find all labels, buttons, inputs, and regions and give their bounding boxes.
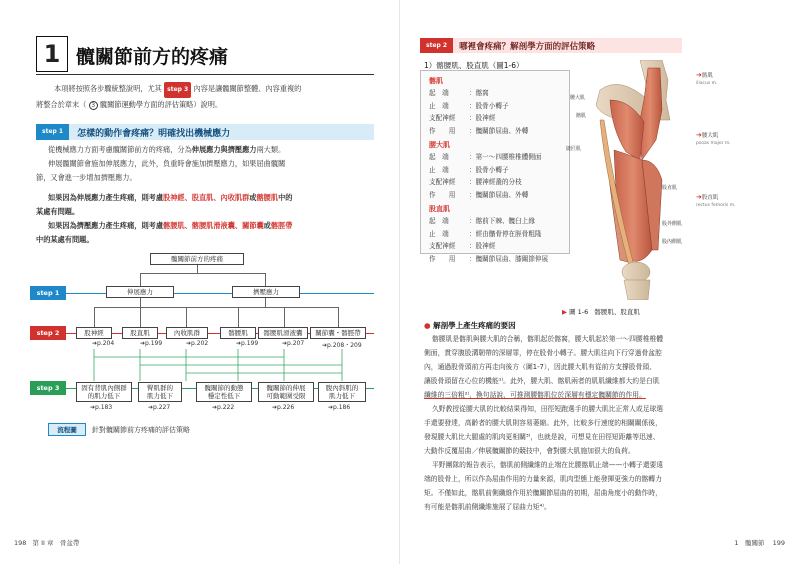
section-title: 1）髂腰肌、股直肌（圖1-6） bbox=[424, 61, 524, 70]
intro-ref-number: 3 bbox=[89, 101, 98, 110]
fig-label-rectus-femoris: 股直肌 bbox=[662, 185, 678, 191]
muscle-value: ：髖關節屈曲、外轉 bbox=[469, 190, 529, 199]
body-line: 端的股骨上，所以作為屈曲作用的力量來源，肌肉型態上能發揮更強力的髂轉力 bbox=[424, 475, 662, 483]
muscle-key: 支配神經 bbox=[429, 114, 456, 122]
step1-body-l6c: 或 bbox=[263, 221, 271, 230]
body-line: 發現腰大肌比大腿處的肌肉更相關³⁾，也就是說，可想見在田徑短距離等迅速、 bbox=[424, 433, 660, 441]
fc-factor-ref: ➔p.226 bbox=[272, 404, 295, 411]
body-line: 讓股骨頭留在心位的機能¹⁾。此外，腰大肌、髂肌兩者的肌肌纖維都大約是白肌 bbox=[424, 377, 660, 385]
fc-cause-capsule-itb: 關節囊・髂脛帶 bbox=[310, 327, 366, 339]
fc-line bbox=[197, 265, 198, 273]
intro-text-2b: 髖關節運動學方面的評估策略）說明。 bbox=[99, 100, 223, 109]
step2-title: 哪裡會疼痛？解剖學方面的評估策略 bbox=[459, 41, 596, 52]
flow-label: 流程圖 bbox=[48, 423, 86, 436]
step1-body-l1a: 從機械應力方面考慮髖關節前方的疼痛，分為 bbox=[48, 145, 192, 154]
step2-header bbox=[420, 38, 682, 53]
muscle-name: 股直肌 bbox=[429, 205, 450, 213]
side-note-rectus bbox=[696, 194, 736, 209]
fc-line bbox=[338, 307, 339, 327]
body-text bbox=[424, 332, 688, 514]
step1-body-l4c: 或 bbox=[249, 193, 257, 202]
muscle-value: ：股神經 bbox=[469, 114, 496, 122]
fig-label-vastus-medialis: 股內側肌 bbox=[662, 239, 683, 245]
right-folio bbox=[734, 538, 785, 547]
step1-body-l1b: 伸展應力與擠壓應力 bbox=[191, 145, 257, 154]
step2-tag: step 2 bbox=[420, 38, 453, 53]
side-note-en: iliacus m. bbox=[696, 81, 718, 86]
side-note-psoas bbox=[696, 132, 731, 147]
left-running-head: 第 II 章 骨盆帶 bbox=[32, 539, 80, 547]
body-line: 矩。不僅如此，髂肌前側纖維作用於髖關節屈曲的初期，屈曲角度小的動作時， bbox=[424, 489, 662, 497]
left-page-number: 198 bbox=[14, 539, 27, 547]
fc-line bbox=[140, 298, 141, 307]
fc-factor-ref: ➔p.227 bbox=[148, 404, 171, 411]
fc-step3-tag: step 3 bbox=[30, 381, 66, 395]
caption-marker-icon: ▶ bbox=[562, 308, 567, 316]
step1-body-l1c: 兩大類。 bbox=[256, 145, 286, 154]
side-note-en: psoas major m. bbox=[696, 141, 731, 146]
fig-label-psoas: 腰大肌 bbox=[570, 95, 586, 101]
muscle-key: 起 端 bbox=[429, 217, 449, 225]
left-page bbox=[0, 0, 399, 564]
fc-cause-ref: ➔p.207 bbox=[282, 340, 305, 347]
muscle-value: ：髖關節屈曲、外轉 bbox=[469, 126, 529, 135]
fc-cause-ref: ➔p.202 bbox=[186, 340, 209, 347]
fc-line bbox=[140, 307, 141, 327]
fc-cause-iliopsoas-bursa: 髂腰肌滑液囊 bbox=[258, 327, 308, 339]
fc-cause-ref: ➔p.199 bbox=[140, 340, 163, 347]
fc-stress-extension: 伸展應力 bbox=[106, 286, 174, 298]
bullet-title-text: 解剖學上產生疼痛的要因 bbox=[433, 321, 516, 330]
step1-body-l6b: 髂腰肌、髂腰肌滑液囊、關節囊 bbox=[163, 221, 264, 230]
fc-cause-iliopsoas: 髂腰肌 bbox=[220, 327, 256, 339]
muscle-iliacus bbox=[429, 76, 561, 137]
fc-cause-femoral-nerve: 股神經 bbox=[76, 327, 112, 339]
fc-factor-dynamic-stability: 髖關節的動態 穩定性低下 bbox=[196, 382, 252, 402]
side-note-iliacus bbox=[696, 72, 717, 87]
muscle-value: ：第一～四腰椎椎體側面 bbox=[469, 153, 542, 161]
right-running-head: 1 髖關節 bbox=[734, 539, 765, 547]
chapter-rule bbox=[36, 74, 374, 75]
fc-line bbox=[284, 307, 285, 327]
fc-cause-ref: ➔p.208・209 bbox=[322, 342, 362, 349]
muscle-value: ：髂窩 bbox=[469, 89, 489, 97]
muscle-rectus-femoris bbox=[429, 204, 561, 265]
body-line: 內，通過股骨頭前方再走向後方（圖1-7），因此腰大肌有從前方支撐股骨頭、 bbox=[424, 363, 656, 371]
muscle-key: 起 端 bbox=[429, 153, 449, 161]
step1-body-l4d: 髂腰肌 bbox=[256, 193, 279, 202]
body-line: 大動作反覆屈曲／伸展髖關節的競技中，會對腰大肌施加很大的負荷。 bbox=[424, 447, 635, 455]
step1-body-l3: 節，又會進一步增加擠壓應力。 bbox=[36, 173, 137, 182]
muscle-value: ：股骨小轉子 bbox=[469, 101, 509, 110]
figure-caption-number: 圖 1-6 bbox=[569, 308, 589, 316]
muscle-value: ：髖關節屈曲、膝關節伸展 bbox=[469, 254, 549, 263]
step1-title: 怎樣的動作會疼痛？明確找出機械應力 bbox=[77, 128, 231, 139]
step1-body bbox=[36, 143, 374, 247]
step1-body-l5: 某處有問題。 bbox=[36, 207, 80, 216]
fc-factor-gluteal: 臀肌群的 肌力低下 bbox=[138, 382, 182, 402]
right-page-number: 199 bbox=[772, 539, 785, 547]
fig-label-sartorius: 縫匠肌 bbox=[566, 146, 582, 152]
muscle-key: 作 用 bbox=[429, 190, 456, 199]
bullet-dot-icon: ● bbox=[424, 321, 431, 330]
intro-paragraph bbox=[36, 82, 374, 112]
step1-body-l4e: 中的 bbox=[278, 193, 293, 202]
side-note-jp: 腰大肌 bbox=[701, 133, 719, 139]
left-folio bbox=[14, 538, 79, 547]
step1-body-l7: 中的某處有問題。 bbox=[36, 235, 94, 244]
figure-caption bbox=[562, 307, 640, 316]
step1-body-l4b: 股神經、股直肌、內收肌群 bbox=[163, 193, 250, 202]
fc-line bbox=[140, 273, 266, 274]
step1-body-l6a: 如果因為擠壓應力產生疼痛，則考慮 bbox=[48, 221, 164, 230]
fig-label-iliacus: 髂肌 bbox=[576, 113, 587, 119]
fc-line bbox=[238, 307, 239, 327]
right-page bbox=[400, 0, 799, 564]
fc-line bbox=[94, 307, 95, 327]
intro-text-1a: 本項將按照各步驟統整說明，尤其 bbox=[54, 84, 162, 93]
body-line: 久野教授從腰大肌的比較結果得知，田徑短跑選手的腰大肌比正常人或足球選 bbox=[432, 405, 664, 413]
flow-caption: 針對髖關節前方疼痛的評估策略 bbox=[92, 426, 190, 434]
muscle-name: 髂肌 bbox=[429, 77, 443, 85]
chapter-title: 髖關節前方的疼痛 bbox=[76, 46, 229, 68]
body-line: 側面，貫穿腹股溝韌帶的深層罪，停在股骨小轉子。腰大肌往向下行穿過骨盆腔 bbox=[424, 349, 662, 357]
body-line: 平野團隊的報告表示，髂肌前側纖維的止端在比腰髂肌止端——小轉子還要遠 bbox=[432, 461, 664, 469]
fc-factor-ref: ➔p.183 bbox=[90, 404, 113, 411]
fig-label-vastus-lateralis: 股外側肌 bbox=[662, 221, 683, 227]
fc-stress-compression: 擠壓應力 bbox=[232, 286, 300, 298]
side-note-en: rectus femoris m. bbox=[696, 203, 736, 208]
fc-line bbox=[265, 298, 266, 307]
muscle-key: 止 端 bbox=[429, 101, 449, 110]
muscle-name: 腰大肌 bbox=[429, 141, 450, 149]
fc-cause-ref: ➔p.204 bbox=[92, 340, 115, 347]
fc-factor-internal-oblique: 腹內斜肌的 肌力低下 bbox=[318, 382, 366, 402]
chapter-number: 1 bbox=[36, 36, 68, 72]
fc-line bbox=[265, 273, 266, 286]
body-line: 有可能是髂肌前側纖維施展了屈曲力矩⁴⁾。 bbox=[424, 503, 551, 511]
fc-cause-rectus-femoris: 股直肌 bbox=[122, 327, 158, 339]
step1-body-l2: 伸展髖關節會施加伸展應力，此外，負重時會施加擠壓應力，如果屈曲髖關 bbox=[48, 159, 286, 168]
muscle-key: 作 用 bbox=[429, 254, 456, 263]
body-line: 纖維的三倍粗²⁾，換句話說，可推測腰髂肌位於深層有穩定髖關節的作用。 bbox=[424, 391, 646, 399]
muscle-table bbox=[420, 70, 570, 263]
muscle-value: ：股神經 bbox=[469, 242, 496, 250]
side-note-jp: 髂肌 bbox=[701, 73, 713, 79]
fc-factor-extension-rom: 髖關節的伸展 可動範圍受限 bbox=[258, 382, 314, 402]
figure-caption-text: 髂腰肌、股直肌 bbox=[594, 308, 640, 316]
fc-factor-ref: ➔p.222 bbox=[212, 404, 235, 411]
muscle-psoas-major bbox=[429, 140, 561, 201]
body-line: 髂腰肌是髂肌與腰大肌的合稱，髂肌起於髂窩，腰大肌起於第一～四腰椎椎體 bbox=[432, 335, 664, 343]
fc-connector-lines bbox=[70, 347, 380, 383]
fc-cause-ref: ➔p.199 bbox=[236, 340, 259, 347]
step1-tag: step 1 bbox=[36, 124, 69, 140]
arrow-right-icon: ➔ bbox=[696, 131, 702, 139]
muscle-key: 支配神經 bbox=[429, 242, 456, 250]
muscle-value: ：經由髕骨停在脛骨粗隆 bbox=[469, 229, 542, 238]
anatomy-figure bbox=[570, 60, 690, 300]
bullet-title bbox=[424, 320, 516, 331]
fc-factor-erector: 固有背肌內側群 的肌力低下 bbox=[76, 382, 132, 402]
muscle-value: ：股骨小轉子 bbox=[469, 165, 509, 174]
step1-header bbox=[36, 124, 374, 140]
intro-step-tag: step 3 bbox=[164, 82, 191, 98]
fc-step2-tag: step 2 bbox=[30, 326, 66, 340]
fc-step1-tag: step 1 bbox=[30, 286, 66, 300]
step1-body-l6d: 髂脛帶 bbox=[270, 221, 293, 230]
intro-text-2a: 將整合於章末（ bbox=[36, 100, 87, 109]
fc-root: 髖關節前方的疼痛 bbox=[150, 253, 244, 265]
fc-factor-ref: ➔p.186 bbox=[328, 404, 351, 411]
muscle-key: 起 端 bbox=[429, 89, 449, 97]
intro-text-1b: 內容是讓髖關節整體、內容重複的 bbox=[193, 84, 302, 93]
arrow-right-icon: ➔ bbox=[696, 193, 702, 201]
side-note-jp: 股直肌 bbox=[701, 195, 719, 201]
muscle-value: ：髂前下棘、髖臼上緣 bbox=[469, 217, 535, 225]
muscle-key: 止 端 bbox=[429, 229, 449, 238]
body-line: 手還要發達，高齡者的腰大肌則容易萎縮。此外，比較多行速度的相關關係後， bbox=[424, 419, 662, 427]
step1-body-l4a: 如果因為伸展應力產生疼痛，則考慮 bbox=[48, 193, 164, 202]
fc-line bbox=[186, 307, 187, 327]
fc-line bbox=[140, 273, 141, 286]
muscle-key: 支配神經 bbox=[429, 178, 456, 186]
fc-cause-adductors: 內收肌群 bbox=[166, 327, 208, 339]
fc-band-step1 bbox=[36, 293, 374, 294]
arrow-right-icon: ➔ bbox=[696, 71, 702, 79]
muscle-key: 止 端 bbox=[429, 165, 449, 174]
fc-line bbox=[228, 307, 338, 308]
muscle-key: 作 用 bbox=[429, 126, 456, 135]
muscle-value: ：腰神經叢的分枝 bbox=[469, 178, 522, 186]
